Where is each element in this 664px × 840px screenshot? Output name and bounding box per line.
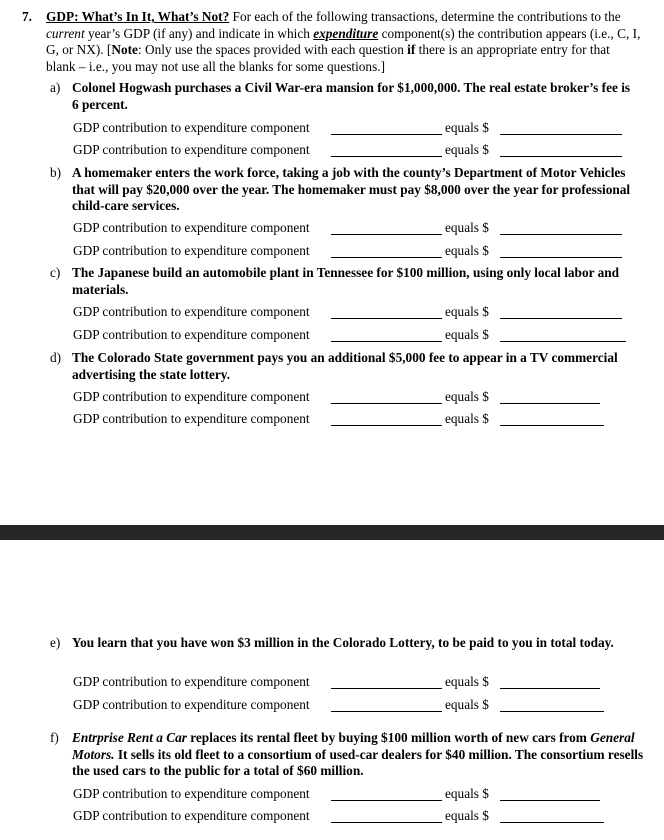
amount-blank[interactable]: [500, 688, 600, 689]
component-blank[interactable]: [331, 403, 442, 404]
part-text: Entrprise Rent a Car replaces its rental fleet by buying $100 million worth of new cars from General Motors. It sells its old fleet to a consortium of used-car dealers for $40 million. The consortium resells the used cars to the public for a total of $60 million.: [72, 730, 644, 778]
component-blank[interactable]: [331, 341, 442, 342]
component-blank[interactable]: [331, 688, 442, 689]
component-blank[interactable]: [331, 156, 442, 157]
part-label: f): [50, 730, 59, 745]
part-a: [50, 80, 640, 113]
part-c: [50, 265, 640, 298]
part-label: c): [50, 265, 61, 280]
component-blank[interactable]: [331, 318, 442, 319]
part-b: [50, 165, 640, 215]
amount-blank[interactable]: [500, 822, 604, 823]
amount-blank[interactable]: [500, 800, 600, 801]
amount-blank[interactable]: [500, 134, 622, 135]
component-blank[interactable]: [331, 711, 442, 712]
component-blank[interactable]: [331, 800, 442, 801]
amount-blank[interactable]: [500, 318, 622, 319]
component-blank[interactable]: [331, 425, 442, 426]
part-text: You learn that you have won $3 million in the Colorado Lottery, to be paid to you in total today.: [72, 635, 614, 650]
part-text: A homemaker enters the work force, taking a job with the county’s Department of Motor Vehicles that will pay $20,000 over the year. The homemaker must pay $8,000 over the year for professional child-care services.: [72, 165, 631, 213]
component-blank[interactable]: [331, 234, 442, 235]
part-text: The Japanese build an automobile plant in Tennessee for $100 million, using only local labor and materials.: [72, 265, 620, 297]
component-blank[interactable]: [331, 822, 442, 823]
amount-blank[interactable]: [500, 156, 622, 157]
component-blank[interactable]: [331, 134, 442, 135]
part-label: a): [50, 80, 61, 95]
amount-blank[interactable]: [500, 257, 622, 258]
amount-blank[interactable]: [500, 711, 604, 712]
part-e: [50, 635, 640, 652]
question-title: GDP: What’s In It, What’s Not?: [46, 9, 230, 24]
question-number: 7.: [22, 9, 32, 24]
amount-blank[interactable]: [500, 234, 622, 235]
component-blank[interactable]: [331, 257, 442, 258]
question-7: [22, 9, 642, 75]
amount-blank[interactable]: [500, 403, 600, 404]
part-f: [50, 730, 648, 780]
part-text: The Colorado State government pays you an additional $5,000 fee to appear in a TV commercial advertising the state lottery.: [72, 350, 618, 382]
question-instructions: GDP: What’s In It, What’s Not? For each of the following transactions, determine the contributions to the current year’s GDP (if any) and indicate in which expenditure component(s) the contribution appears (i.e., C, I, G, or NX). [Note: Only use the spaces provided with each question if there is an appropriate entry for that blank – i.e., you may not use all the blanks for some questions.]: [46, 9, 641, 74]
part-label: e): [50, 635, 61, 650]
amount-blank[interactable]: [500, 425, 604, 426]
part-text: Colonel Hogwash purchases a Civil War-era mansion for $1,000,000. The real estate broker’s fee is 6 percent.: [72, 80, 631, 112]
amount-blank[interactable]: [500, 341, 626, 342]
part-d: [50, 350, 640, 383]
part-label: d): [50, 350, 62, 365]
part-label: b): [50, 165, 62, 180]
page-break-divider: [0, 525, 664, 540]
